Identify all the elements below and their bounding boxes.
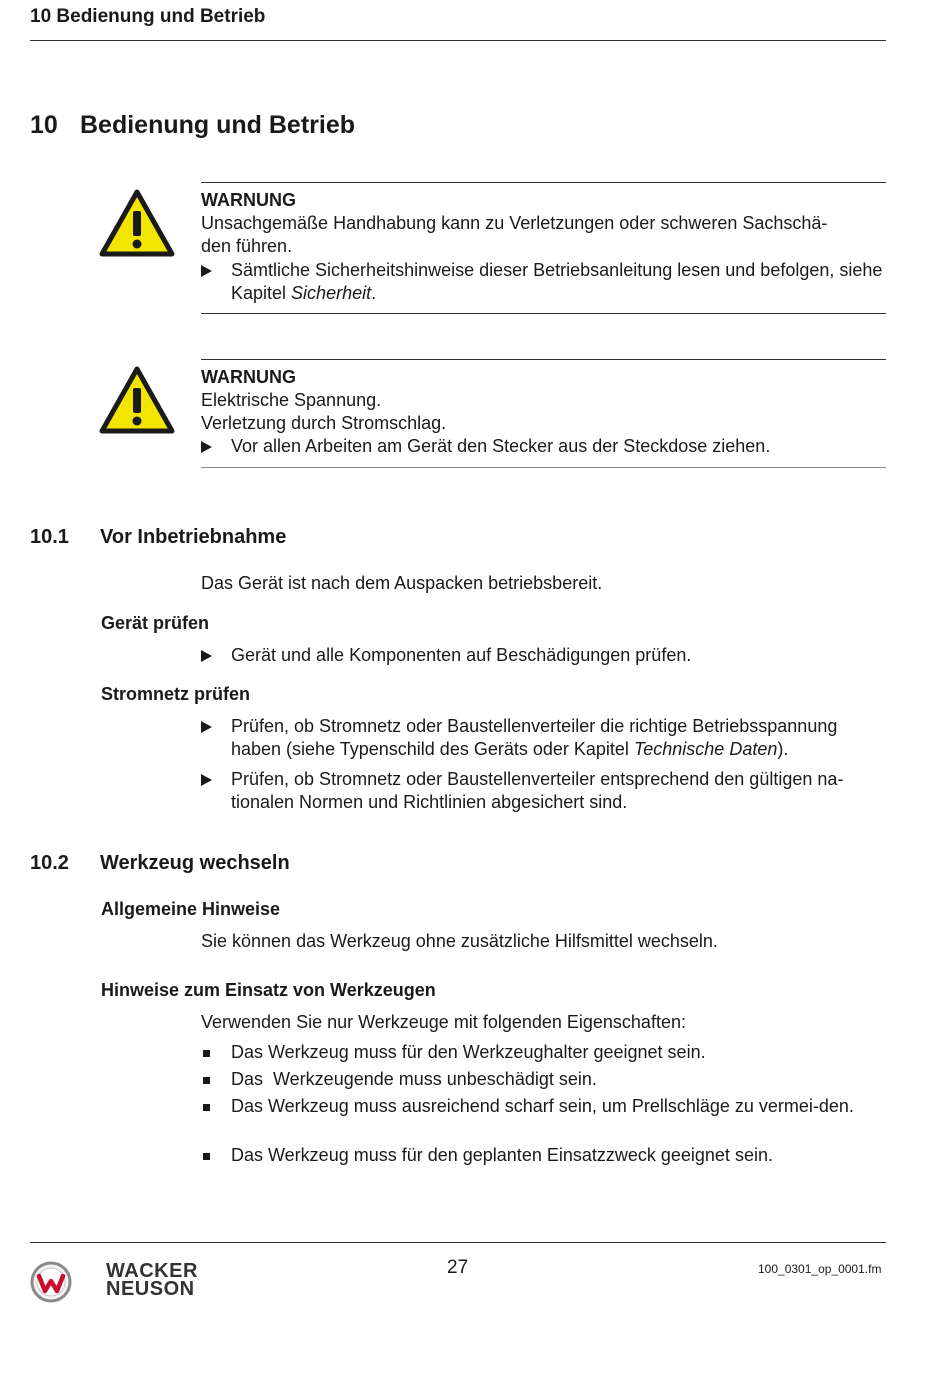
warning1-bullet-text: Sämtliche Sicherheitshinweise dieser Betriebsanleitung lesen und befolgen, siehe Kapitel (231, 260, 883, 303)
subheading-geraet-pruefen: Gerät prüfen (101, 613, 210, 633)
list-item: Das Werkzeugende muss unbeschädigt sein. (201, 1068, 887, 1091)
subheading-hinweise-werkzeuge: Hinweise zum Einsatz von Werkzeugen (101, 980, 436, 1000)
subheading-allgemeine-hinweise: Allgemeine Hinweise (101, 899, 281, 919)
section1-sub2-bullet1-ref: Technische Daten (633, 739, 778, 759)
warning2-bottom-rule (201, 467, 886, 468)
arrow-bullet-icon (201, 650, 212, 662)
list-item: Das Werkzeug muss für den Werkzeughalter geeignet sein. (201, 1041, 887, 1064)
section2-sub1-text: Sie können das Werkzeug ohne zusätzliche Hilfsmittel wechseln. (201, 931, 718, 951)
warning2-top-rule (201, 359, 886, 360)
warning1-line2: den führen. (201, 236, 293, 256)
warning2-line2: Verletzung durch Stromschlag. (201, 413, 447, 433)
warning2-bullet (201, 435, 887, 458)
square-bullet-icon (203, 1077, 210, 1084)
list-item: Das Werkzeug muss ausreichend scharf sein, um Prellschläge zu vermei-den. (201, 1095, 887, 1118)
warning-triangle-icon (99, 366, 175, 434)
warning1-title: WARNUNG (201, 190, 296, 210)
chapter-title-text: Bedienung und Betrieb (80, 111, 355, 139)
wacker-neuson-w-icon (30, 1261, 72, 1303)
arrow-bullet-icon (201, 774, 212, 786)
section1-sub2-bullet1-end: ). (777, 739, 789, 759)
section1-sub2-bullet2 (201, 768, 887, 814)
footer-rule (30, 1242, 886, 1243)
warning1-top-rule (201, 182, 886, 183)
warning1-line1: Unsachgemäße Handhabung kann zu Verletzungen oder schweren Sachschä- (201, 213, 828, 233)
file-name: 100_0301_op_0001.fm (758, 1262, 882, 1276)
running-head: 10 Bedienung und Betrieb (30, 6, 266, 27)
warning-triangle-icon (99, 189, 175, 257)
wacker-neuson-logo (106, 1262, 198, 1298)
section1-sub2-bullet1-text: Prüfen, ob Stromnetz oder Baustellenverteiler die richtige Betriebsspannung haben (siehe Typenschild des Geräts oder Kapitel (231, 716, 838, 759)
square-bullet-icon (203, 1050, 210, 1057)
warning2-title: WARNUNG (201, 367, 296, 387)
subheading-stromnetz-pruefen: Stromnetz prüfen (101, 684, 251, 704)
section1-intro: Das Gerät ist nach dem Auspacken betriebsbereit. (201, 573, 603, 593)
chapter-number: 10 (30, 111, 58, 139)
list-item: Das Werkzeug muss für den geplanten Einsatzzweck geeignet sein. (201, 1144, 887, 1167)
page-number: 27 (447, 1257, 469, 1278)
warning1-bullet-ref: Sicherheit (291, 283, 372, 303)
section1-sub1-bullet (201, 644, 887, 667)
section-10-1-heading (30, 526, 286, 549)
arrow-bullet-icon (201, 265, 212, 277)
section-title: Werkzeug wechseln (100, 852, 290, 874)
warning2-line1: Elektrische Spannung. (201, 390, 382, 410)
header-rule (30, 40, 886, 41)
section1-sub1-bullet-text: Gerät und alle Komponenten auf Beschädigungen prüfen. (231, 645, 692, 665)
section2-sub2-intro: Verwenden Sie nur Werkzeuge mit folgenden Eigenschaften: (201, 1012, 686, 1032)
section-number: 10.1 (30, 526, 69, 548)
warning2-bullet-text: Vor allen Arbeiten am Gerät den Stecker aus der Steckdose ziehen. (231, 436, 771, 456)
section-title: Vor Inbetriebnahme (100, 526, 287, 548)
logo-line1: WACKER (106, 1260, 198, 1282)
section-number: 10.2 (30, 852, 69, 874)
square-bullet-icon (203, 1153, 210, 1160)
warning1-bottom-rule (201, 313, 886, 314)
warning1-bullet (201, 259, 887, 305)
logo-line2: NEUSON (106, 1278, 195, 1300)
arrow-bullet-icon (201, 441, 212, 453)
arrow-bullet-icon (201, 721, 212, 733)
section1-sub2-bullet2-text: Prüfen, ob Stromnetz oder Baustellenverteiler entsprechend den gültigen na-tionalen Normen und Richtlinien abgesichert sind. (231, 769, 844, 812)
warning1-bullet-end: . (371, 283, 377, 303)
section1-sub2-bullet1 (201, 715, 887, 761)
section-10-2-heading (30, 852, 290, 875)
chapter-title (30, 111, 355, 140)
square-bullet-icon (203, 1104, 210, 1111)
